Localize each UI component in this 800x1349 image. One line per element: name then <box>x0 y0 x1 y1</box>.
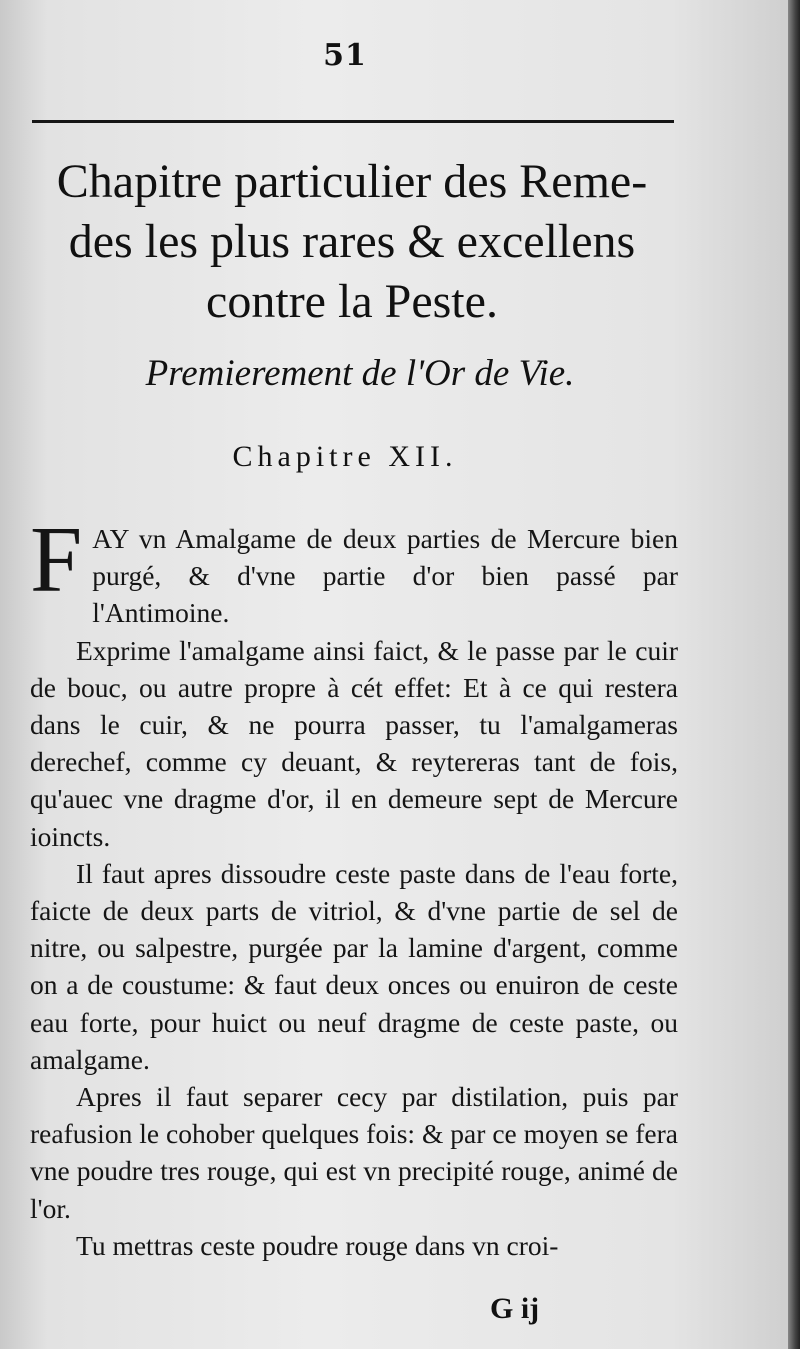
page-number: 51 <box>323 38 367 73</box>
section-subtitle: Premierement de l'Or de Vie. <box>145 353 575 394</box>
paragraph: Apres il faut separer cecy par distilation, puis par reafusion le cohober quelques fois: & par ce moyen se fera vne poudre tres rouge, qui est vn precipité rouge, animé de l'or. <box>30 1081 678 1224</box>
paragraph: Il faut apres dissoudre ceste paste dans de l'eau forte, faicte de deux parts de vitriol, & d'vne partie de sel de nitre, ou salpestre, purgée par la lamine d'argent, comme on a de coustume: & faut deux onces ou enuiron de ceste eau forte, pour huict ou neuf dragme de ceste paste, ou amalgame. <box>30 857 678 1075</box>
chapter-heading <box>22 152 682 332</box>
heading-line: Chapitre particulier des Reme- <box>56 155 648 208</box>
drop-cap: F <box>30 508 83 612</box>
page-edge-shadow <box>788 0 800 1349</box>
chapter-label: Chapitre XII. <box>232 440 458 473</box>
paragraph-text: AY vn Amalgame de deux parties de Mercure bien purgé, & d'vne partie d'or bien passé par l'Antimoine. <box>92 523 678 629</box>
paragraph <box>30 508 678 632</box>
signature-mark: G ij <box>490 1292 540 1325</box>
heading-line: contre la Peste. <box>206 275 498 328</box>
body-text <box>30 508 678 1264</box>
header-rule <box>32 120 674 123</box>
paragraph: Exprime l'amalgame ainsi faict, & le passe par le cuir de bouc, ou autre propre à cét effet: Et à ce qui restera dans le cuir, & ne pourra passer, tu l'amalgameras derechef, comme cy deuant, & reytereras tant de fois, qu'auec vne dragme d'or, il en demeure sept de Mercure ioincts. <box>30 634 678 852</box>
heading-line: des les plus rares & excellens <box>68 215 636 268</box>
paragraph: Tu mettras ceste poudre rouge dans vn croi- <box>76 1229 559 1261</box>
